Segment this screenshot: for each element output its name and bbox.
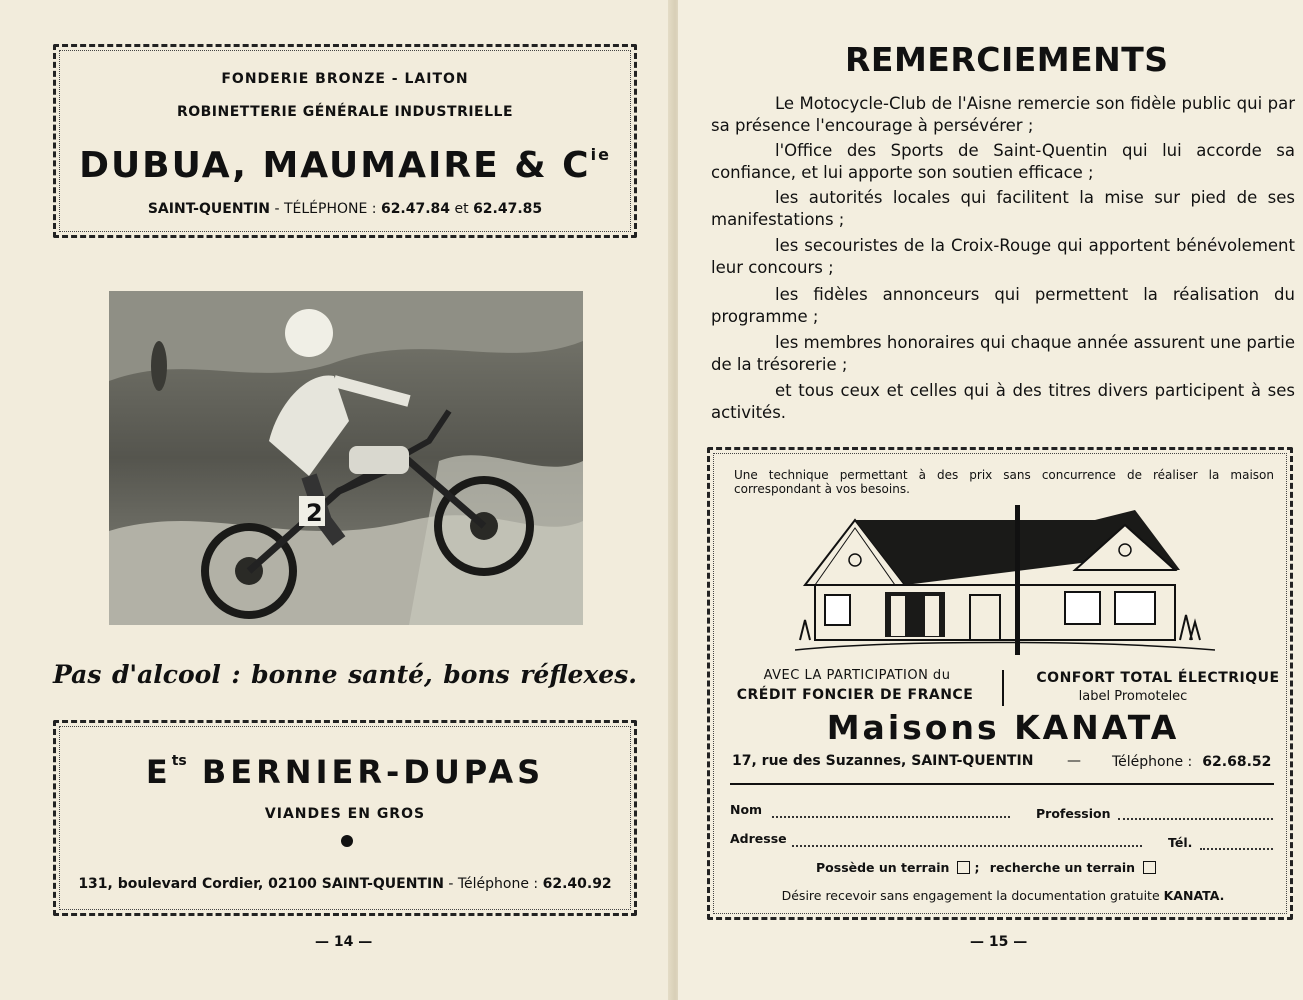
- page-number-14: — 14 —: [315, 934, 373, 950]
- profession-field[interactable]: [1118, 817, 1273, 820]
- race-number: 2: [306, 499, 323, 527]
- participation-line1: AVEC LA PARTICIPATION du: [763, 668, 951, 683]
- form-rule: [730, 783, 1274, 785]
- bullet-dot: [341, 835, 353, 847]
- kanata-phone: Téléphone : 62.68.52: [1112, 754, 1272, 770]
- vertical-divider: [1002, 670, 1004, 706]
- slogan: Pas d'alcool : bonne santé, bons réflexes.: [53, 660, 637, 689]
- seeks-land-checkbox[interactable]: [1143, 861, 1156, 874]
- thanks-paragraph: et tous ceux et celles qui à des titres divers participent à ses activités.: [711, 381, 1295, 422]
- thanks-paragraph: Le Motocycle-Club de l'Aisne remercie son fidèle public qui par sa présence l'encourage à persévérer ;: [711, 94, 1295, 135]
- motocross-rider-illustration: [109, 291, 583, 625]
- name-field[interactable]: [772, 815, 1010, 818]
- tel-field[interactable]: [1200, 847, 1273, 850]
- comfort-line1: CONFORT TOTAL ÉLECTRIQUE: [1036, 670, 1280, 686]
- thanks-paragraph: l'Office des Sports de Saint-Quentin qui lui accorde sa confiance, et lui apporte son soutien efficace ;: [711, 141, 1295, 182]
- address-dash: —: [1067, 753, 1081, 769]
- name-label: Nom: [730, 802, 763, 817]
- ad2-subtitle: VIANDES EN GROS: [264, 806, 426, 822]
- ad2-company-name: $E^{ts}$ BERNIER-DUPAS: [145, 753, 545, 791]
- documentation-request: Désire recevoir sans engagement la documentation gratuite KANATA.: [781, 888, 1225, 903]
- profession-label: Profession: [1036, 806, 1111, 821]
- thanks-title: REMERCIEMENTS: [845, 40, 1169, 79]
- thanks-paragraph: les membres honoraires qui chaque année assurent une partie de la trésorerie ;: [711, 333, 1295, 374]
- page-number-15: — 15 —: [970, 934, 1028, 950]
- owns-land-checkbox[interactable]: [957, 861, 970, 874]
- comfort-line2: label Promotelec: [1078, 689, 1188, 704]
- dubua-maumaire-advert: [53, 44, 637, 238]
- kanata-address: 17, rue des Suzannes, SAINT-QUENTIN: [732, 753, 1034, 769]
- thanks-paragraph: les autorités locales qui facilitent la mise sur pied de ses manifestations ;: [711, 188, 1295, 229]
- kanata-brand: Maisons KANATA: [826, 708, 1180, 747]
- tel-label: Tél.: [1168, 835, 1193, 850]
- ad3-intro: Une technique permettant à des prix sans concurrence de réaliser la maison correspondant à vos besoins.: [734, 468, 1274, 496]
- thanks-paragraph: les secouristes de la Croix-Rouge qui apportent bénévolement leur concours ;: [711, 236, 1295, 277]
- ad1-company-name: DUBUA, MAUMAIRE & $C^{ie}$: [79, 145, 611, 186]
- ad1-phone-line: SAINT-QUENTIN - TÉLÉPHONE : 62.47.84 et 62.47.85: [147, 201, 543, 217]
- kanata-advert: [707, 447, 1293, 920]
- ad1-line2: ROBINETTERIE GÉNÉRALE INDUSTRIELLE: [176, 104, 514, 120]
- land-options: Possède un terrain ; recherche un terrain: [816, 860, 1160, 875]
- address-field[interactable]: [792, 844, 1142, 847]
- address-label: Adresse: [730, 831, 787, 846]
- house-illustration: [795, 500, 1215, 660]
- motocross-photo: [109, 291, 583, 625]
- ad1-line1: FONDERIE BRONZE - LAITON: [221, 71, 469, 87]
- thanks-paragraph: les fidèles annonceurs qui permettent la réalisation du programme ;: [711, 285, 1295, 326]
- bernier-dupas-advert: [53, 720, 637, 916]
- participation-line2: CRÉDIT FONCIER DE FRANCE: [736, 687, 974, 703]
- ad2-address-line: 131, boulevard Cordier, 02100 SAINT-QUENTIN - Téléphone : 62.40.92: [78, 876, 612, 892]
